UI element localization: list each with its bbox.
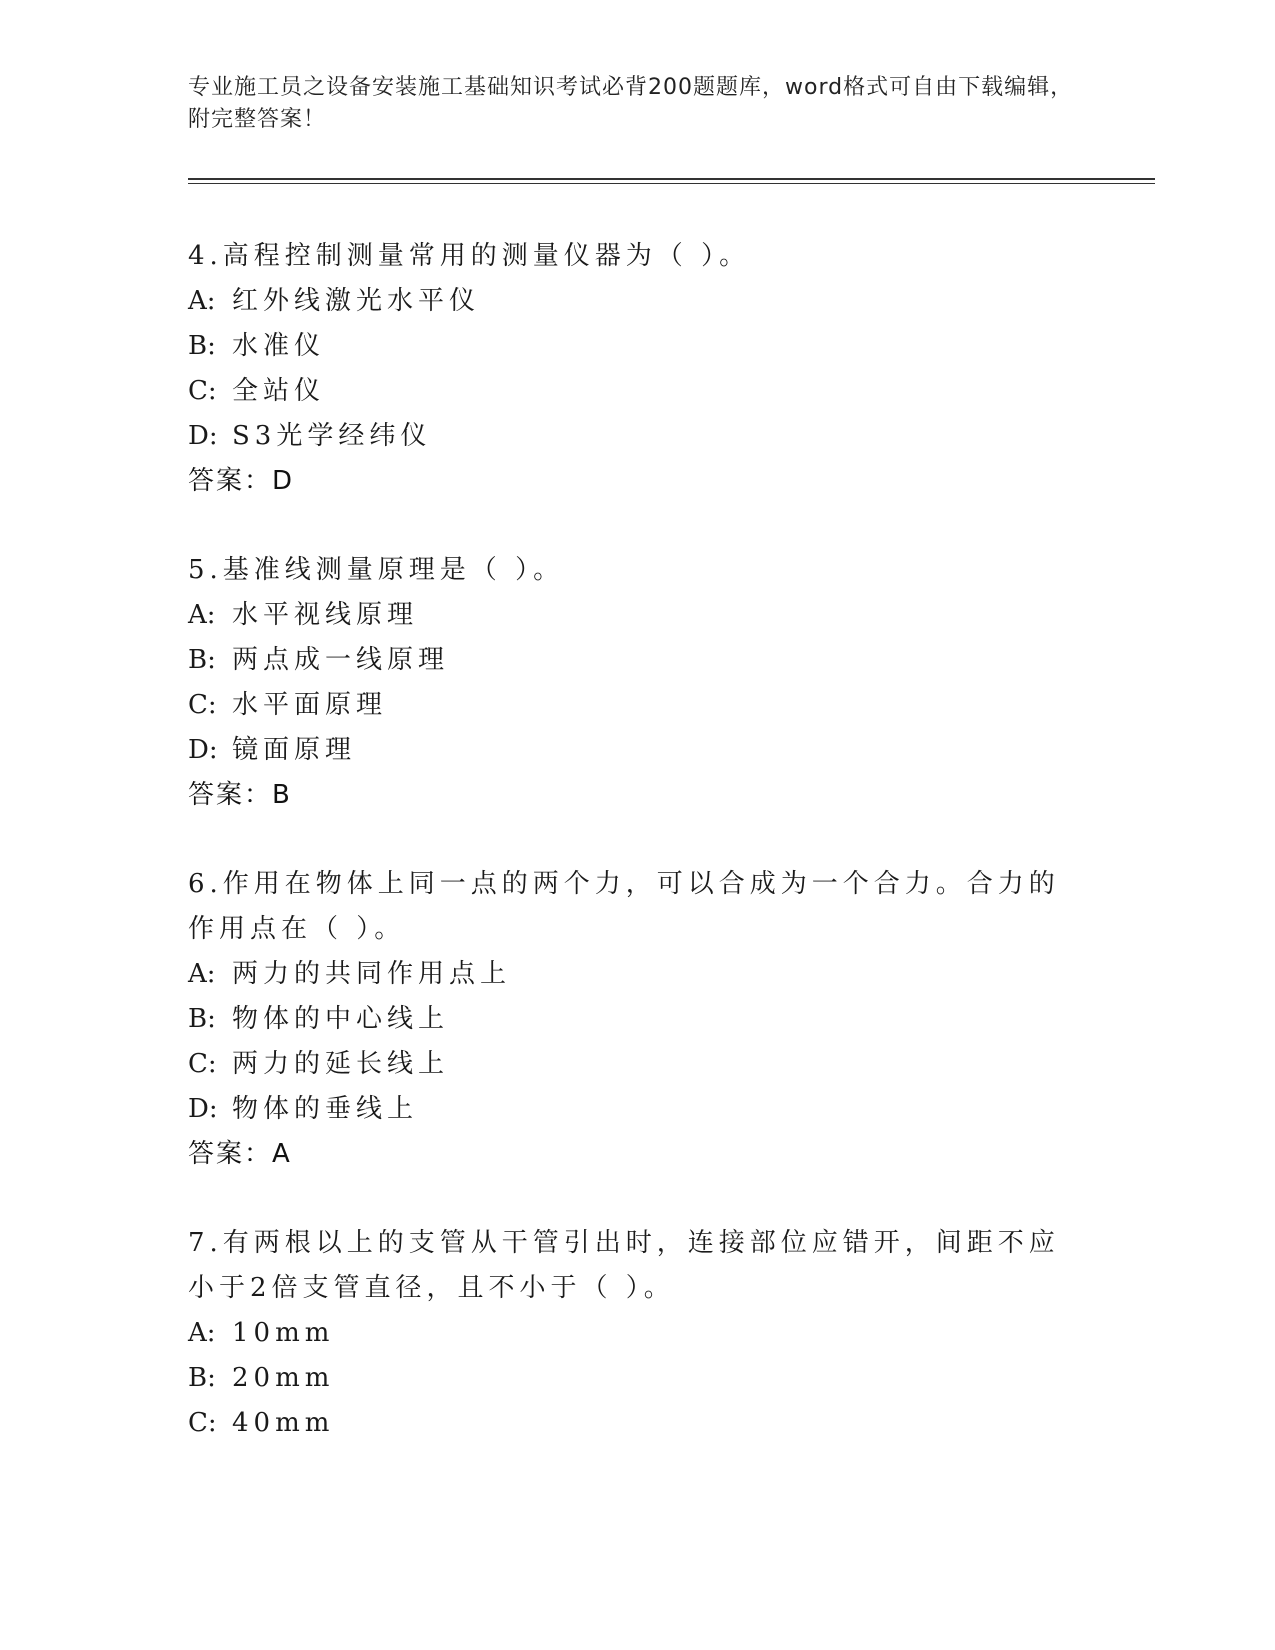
option-text: S3光学经纬仪 — [232, 421, 432, 451]
option-d — [188, 728, 1088, 773]
option-a — [188, 952, 1088, 997]
option-b — [188, 638, 1088, 683]
option-text: 水平视线原理 — [232, 600, 419, 630]
option-letter: B: — [188, 331, 216, 361]
option-text: 20mm — [232, 1363, 335, 1393]
header-divider-thin — [188, 183, 1155, 184]
option-letter: C: — [188, 376, 217, 406]
question-item — [188, 234, 1088, 504]
question-item — [188, 862, 1088, 1177]
option-letter: D: — [188, 421, 218, 451]
question-stem: 6.作用在物体上同一点的两个力，可以合成为一个合力。合力的作用点在（ ）。 — [188, 869, 1060, 944]
option-letter: B: — [188, 645, 216, 675]
option-letter: D: — [188, 735, 218, 765]
option-letter: D: — [188, 1094, 218, 1124]
option-letter: B: — [188, 1363, 216, 1393]
option-text: 镜面原理 — [232, 735, 357, 765]
question-stem: 4.高程控制测量常用的测量仪器为（ ）。 — [188, 241, 751, 271]
option-text: 水准仪 — [232, 331, 326, 361]
option-c — [188, 369, 1088, 414]
option-letter: A: — [188, 1318, 216, 1348]
option-letter: C: — [188, 1049, 217, 1079]
option-text: 水平面原理 — [232, 690, 388, 720]
option-letter: A: — [188, 600, 216, 630]
option-text: 两力的共同作用点上 — [232, 959, 512, 989]
option-d — [188, 1087, 1088, 1132]
option-text: 两力的延长线上 — [232, 1049, 450, 1079]
answer-line: 答案：B — [188, 780, 292, 810]
question-list — [188, 234, 1088, 1490]
option-text: 10mm — [232, 1318, 335, 1348]
option-d — [188, 414, 1088, 459]
option-a — [188, 1311, 1088, 1356]
header-divider-thick — [188, 178, 1155, 180]
option-b — [188, 997, 1088, 1042]
answer-line: 答案：A — [188, 1139, 292, 1169]
option-a — [188, 593, 1088, 638]
option-c — [188, 1401, 1088, 1446]
option-b — [188, 324, 1088, 369]
option-letter: A: — [188, 286, 216, 316]
option-letter: C: — [188, 1408, 217, 1438]
option-text: 物体的垂线上 — [232, 1094, 419, 1124]
question-item — [188, 1221, 1088, 1446]
option-text: 红外线激光水平仪 — [232, 286, 481, 316]
option-text: 两点成一线原理 — [232, 645, 450, 675]
option-text: 物体的中心线上 — [232, 1004, 450, 1034]
option-c — [188, 683, 1088, 728]
answer-line: 答案：D — [188, 466, 295, 496]
question-stem: 7.有两根以上的支管从干管引出时，连接部位应错开，间距不应小于2倍支管直径，且不小于（ ）。 — [188, 1228, 1060, 1303]
question-item — [188, 548, 1088, 818]
option-letter: B: — [188, 1004, 216, 1034]
option-text: 40mm — [232, 1408, 335, 1438]
option-b — [188, 1356, 1088, 1401]
question-stem: 5.基准线测量原理是（ ）。 — [188, 555, 565, 585]
option-text: 全站仪 — [232, 376, 326, 406]
option-letter: C: — [188, 690, 217, 720]
document-header: 专业施工员之设备安装施工基础知识考试必背200题题库，word格式可自由下载编辑，附完整答案！ — [188, 75, 1074, 132]
option-letter: A: — [188, 959, 216, 989]
option-c — [188, 1042, 1088, 1087]
option-a — [188, 279, 1088, 324]
